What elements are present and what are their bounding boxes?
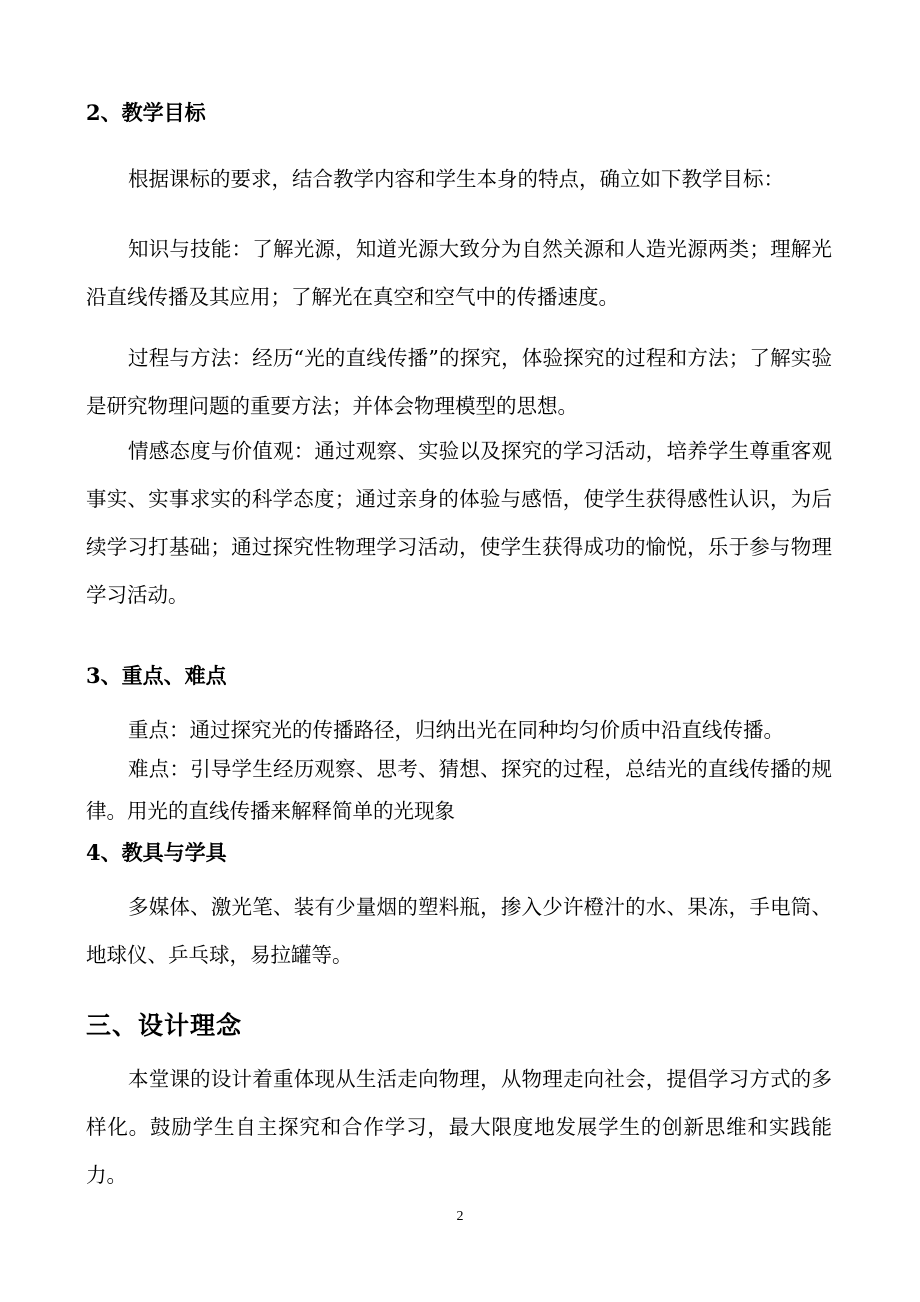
design-concept-paragraph: 本堂课的设计着重体现从生活走向物理，从物理走向社会，提倡学习方式的多样化。鼓励学生自主探究和合作学习，最大限度地发展学生的创新思维和实践能力。	[86, 1067, 832, 1187]
section-heading-teaching-goals: 2、教学目标	[86, 100, 206, 125]
process-method-paragraph: 过程与方法：经历“光的直线传播”的探究，体验探究的过程和方法；了解实验是研究物理问题的重要方法；并体会物理模型的思想。	[86, 346, 832, 418]
difficulty-paragraph: 难点：引导学生经历观察、思考、猜想、探究的过程，总结光的直线传播的规律。用光的直线传播来解释简单的光现象	[86, 757, 832, 823]
teaching-tools-paragraph: 多媒体、激光笔、装有少量烟的塑料瓶，掺入少许橙汁的水、果冻，手电筒、地球仪、乒乓球，易拉罐等。	[86, 895, 832, 967]
knowledge-skills-paragraph: 知识与技能：了解光源，知道光源大致分为自然关源和人造光源两类；理解光沿直线传播及其应用；了解光在真空和空气中的传播速度。	[86, 237, 832, 309]
goals-intro-paragraph: 根据课标的要求，结合教学内容和学生本身的特点，确立如下教学目标：	[128, 167, 784, 191]
key-point-paragraph: 重点：通过探究光的传播路径，归纳出光在同种均匀价质中沿直线传播。	[128, 718, 784, 742]
section-heading-teaching-tools: 4、教具与学具	[86, 840, 227, 865]
emotion-values-paragraph: 情感态度与价值观：通过观察、实验以及探究的学习活动，培养学生尊重客观事实、实事求实的科学态度；通过亲身的体验与感悟，使学生获得感性认识，为后续学习打基础；通过探究性物理学习活动，使学生获得成功的愉悦，乐于参与物理学习活动。	[86, 439, 832, 607]
chapter-heading-design-concept: 三、设计理念	[86, 1011, 243, 1040]
page-number: 2	[456, 1209, 464, 1224]
section-heading-key-difficult-points: 3、重点、难点	[86, 663, 227, 688]
